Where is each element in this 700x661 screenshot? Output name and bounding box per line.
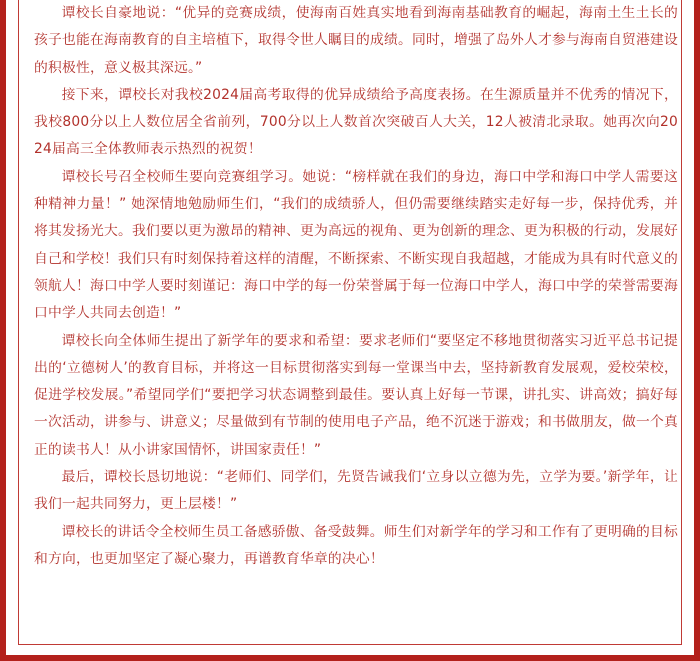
paragraph-pride: 谭校长自豪地说：“优异的竞赛成绩，使海南百姓真实地看到海南基础教育的崛起，海南土生土长的孩子也能在海南教育的自主培植下，取得令世人瞩目的成绩。同时，增强了岛外人才参与海南自贸港建设的积极性，意义极其深远。” (34, 5, 678, 76)
paragraph-learn-from-competition: 谭校长号召全校师生要向竞赛组学习。她说：“榜样就在我们的身边，海口中学和海口中学人需要这种精神力量！” 她深情地勉励师生们，“我们的成绩骄人，但仍需要继续踏实走好每一步，保持优秀，并将其发扬光大。我们要以更为激昂的精神、更为高远的视角、更为创新的理念、更为积极的行动，发展好自己和学校！我们只有时刻保持着这样的清醒，不断探索、不断实现自我超越，才能成为具有时代意义的领航人！海口中学人要时刻谨记：海口中学的每一份荣誉属于每一位海口中学人，海口中学的荣誉需要海口中学人共同去创造！” (34, 168, 678, 322)
paragraph-conclusion: 谭校长的讲话令全校师生员工备感骄傲、备受鼓舞。师生们对新学年的学习和工作有了更明确的目标和方向，也更加坚定了凝心聚力，再谱教育华章的决心！ (34, 523, 678, 567)
paragraph-exam-results: 接下来，谭校长对我校2024届高考取得的优异成绩给予高度表扬。在生源质量并不优秀的情况下，我校800分以上人数位居全省前列，700分以上人数首次突破百人大关，12人被清北录取。她再次向2024届高三全体教师表示热烈的祝贺！ (34, 86, 678, 158)
paragraph-new-year-requirements: 谭校长向全体师生提出了新学年的要求和希望：要求老师们“要坚定不移地贯彻落实习近平总书记提出的‘立德树人’的教育目标，并将这一目标贯彻落实到每一堂课当中去，坚持新教育发展观，爱校荣校，促进学校发展。”希望同学们“要把学习状态调整到最佳。要认真上好每一节课，讲扎实、讲高效；搞好每一次活动，讲参与、讲意义；尽量做到有节制的使用电子产品，绝不沉迷于游戏；和书做朋友，做一个真正的读书人！从小讲家国情怀，讲国家责任！” (34, 332, 678, 458)
article-body (34, 0, 678, 573)
paragraph-closing-words: 最后，谭校长恳切地说：“老师们、同学们，先贤告诫我们‘立身以立德为先，立学为要。’新学年，让我们一起共同努力，更上层楼！” (34, 469, 678, 513)
